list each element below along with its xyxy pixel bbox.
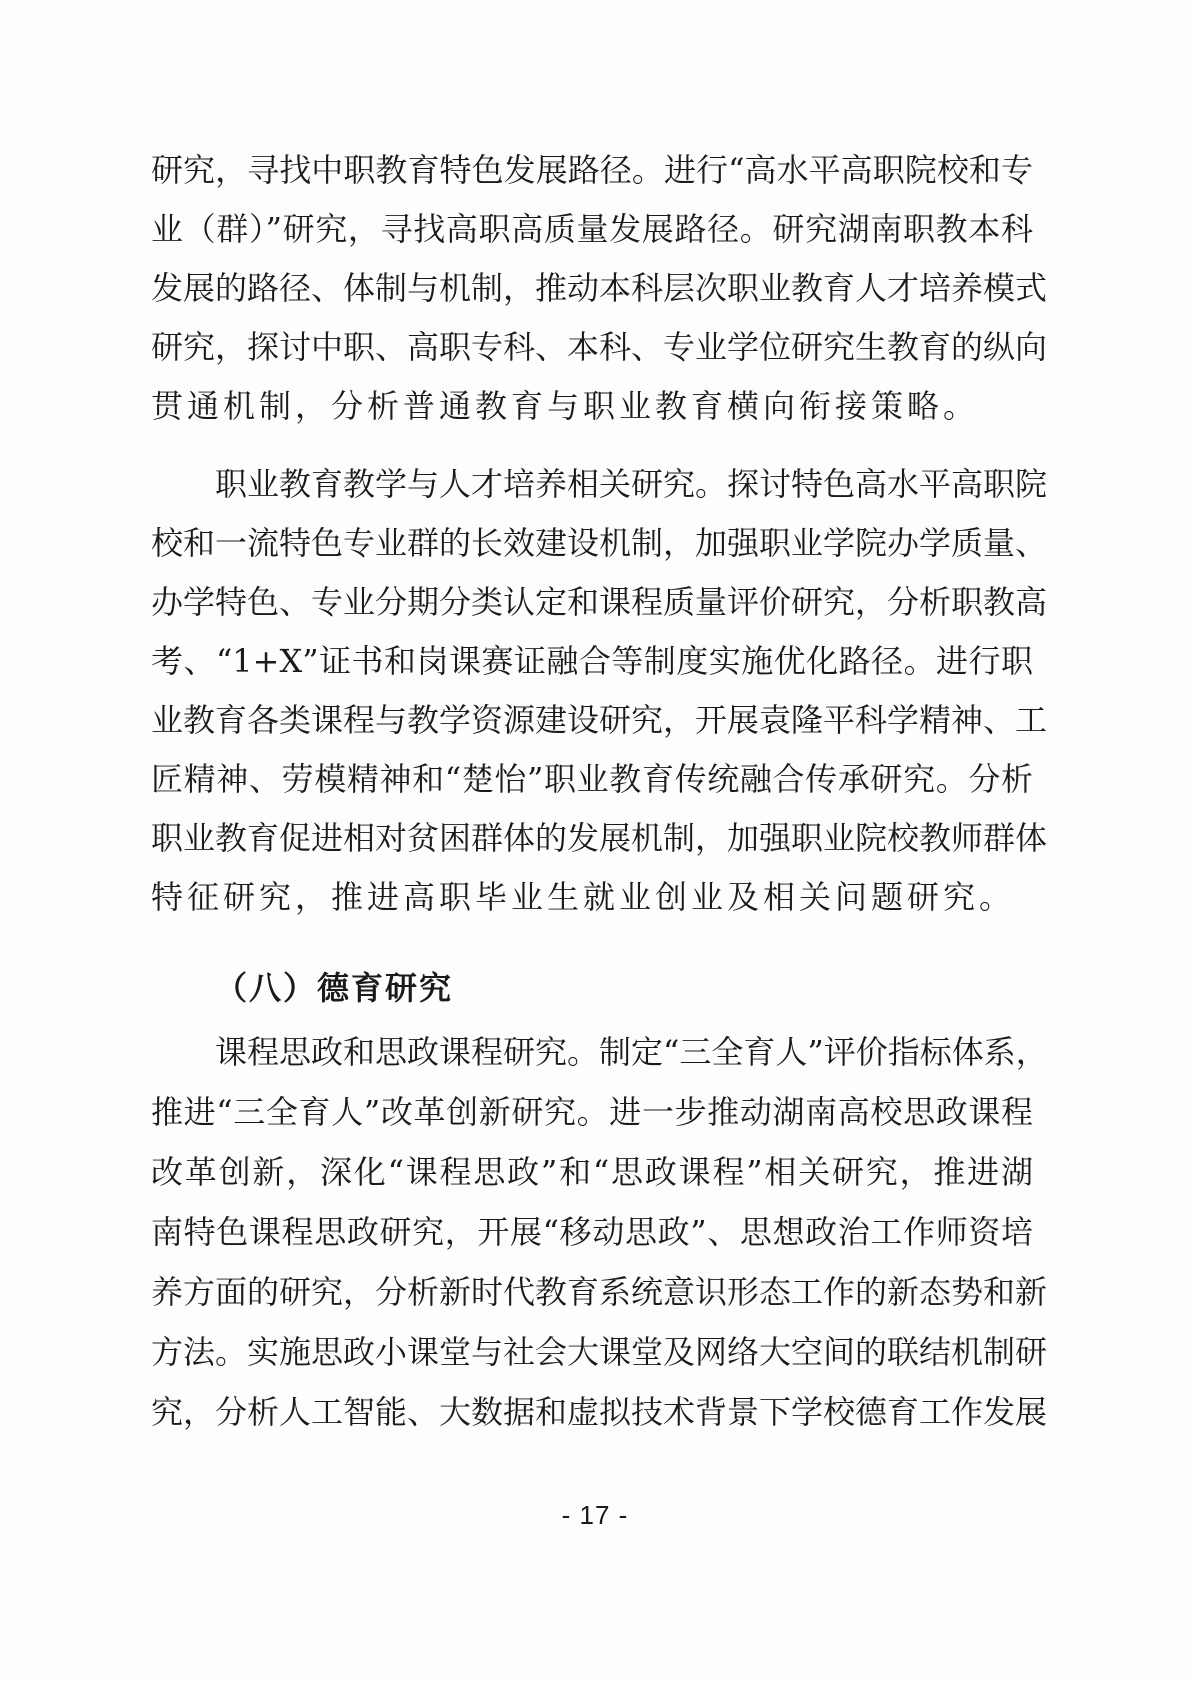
paragraph-2-line-8: 特征研究，推进高职毕业生就业创业及相关问题研究。 — [151, 878, 1016, 916]
paragraph-1-line-5: 贯通机制，分析普通教育与职业教育横向衔接策略。 — [151, 387, 980, 425]
page-number: - 17 - — [561, 1500, 629, 1530]
paragraph-2-line-7: 职业教育促进相对贫困群体的发展机制，加强职业院校教师群体 — [151, 819, 1048, 857]
section-heading: （八）德育研究 — [215, 969, 454, 1007]
paragraph-3-line-4: 南特色课程思政研究，开展“移动思政”、思想政治工作师资培 — [151, 1213, 1033, 1251]
paragraph-2-line-3: 办学特色、专业分期分类认定和课程质量评价研究，分析职教高 — [151, 583, 1048, 621]
paragraph-3-line-3: 改革创新，深化“课程思政”和“思政课程”相关研究，推进湖 — [151, 1153, 1033, 1191]
paragraph-2-line-4: 考、“1+X”证书和岗课赛证融合等制度实施优化路径。进行职 — [151, 642, 1033, 680]
paragraph-2-line-5: 业教育各类课程与教学资源建设研究，开展袁隆平科学精神、工 — [151, 701, 1048, 739]
paragraph-2-line-1: 职业教育教学与人才培养相关研究。探讨特色高水平高职院 — [215, 465, 1048, 503]
paragraph-1-line-2: 业（群）”研究，寻找高职高质量发展路径。研究湖南职教本科 — [151, 210, 1033, 248]
paragraph-3-line-7: 究，分析人工智能、大数据和虚拟技术背景下学校德育工作发展 — [151, 1393, 1048, 1431]
paragraph-2-line-6: 匠精神、劳模精神和“楚怡”职业教育传统融合传承研究。分析 — [151, 760, 1033, 798]
paragraph-3-line-5: 养方面的研究，分析新时代教育系统意识形态工作的新态势和新 — [151, 1273, 1048, 1311]
paragraph-2-line-2: 校和一流特色专业群的长效建设机制，加强职业学院办学质量、 — [151, 524, 1048, 562]
paragraph-1-line-1: 研究，寻找中职教育特色发展路径。进行“高水平高职院校和专 — [151, 151, 1033, 189]
paragraph-3-line-2: 推进“三全育人”改革创新研究。进一步推动湖南高校思政课程 — [151, 1093, 1033, 1131]
paragraph-3-line-1: 课程思政和思政课程研究。制定“三全育人”评价指标体系， — [215, 1033, 1048, 1071]
paragraph-1-line-4: 研究，探讨中职、高职专科、本科、专业学位研究生教育的纵向 — [151, 328, 1048, 366]
paragraph-1-line-3: 发展的路径、体制与机制，推动本科层次职业教育人才培养模式 — [151, 269, 1048, 307]
paragraph-3-line-6: 方法。实施思政小课堂与社会大课堂及网络大空间的联结机制研 — [151, 1333, 1048, 1371]
